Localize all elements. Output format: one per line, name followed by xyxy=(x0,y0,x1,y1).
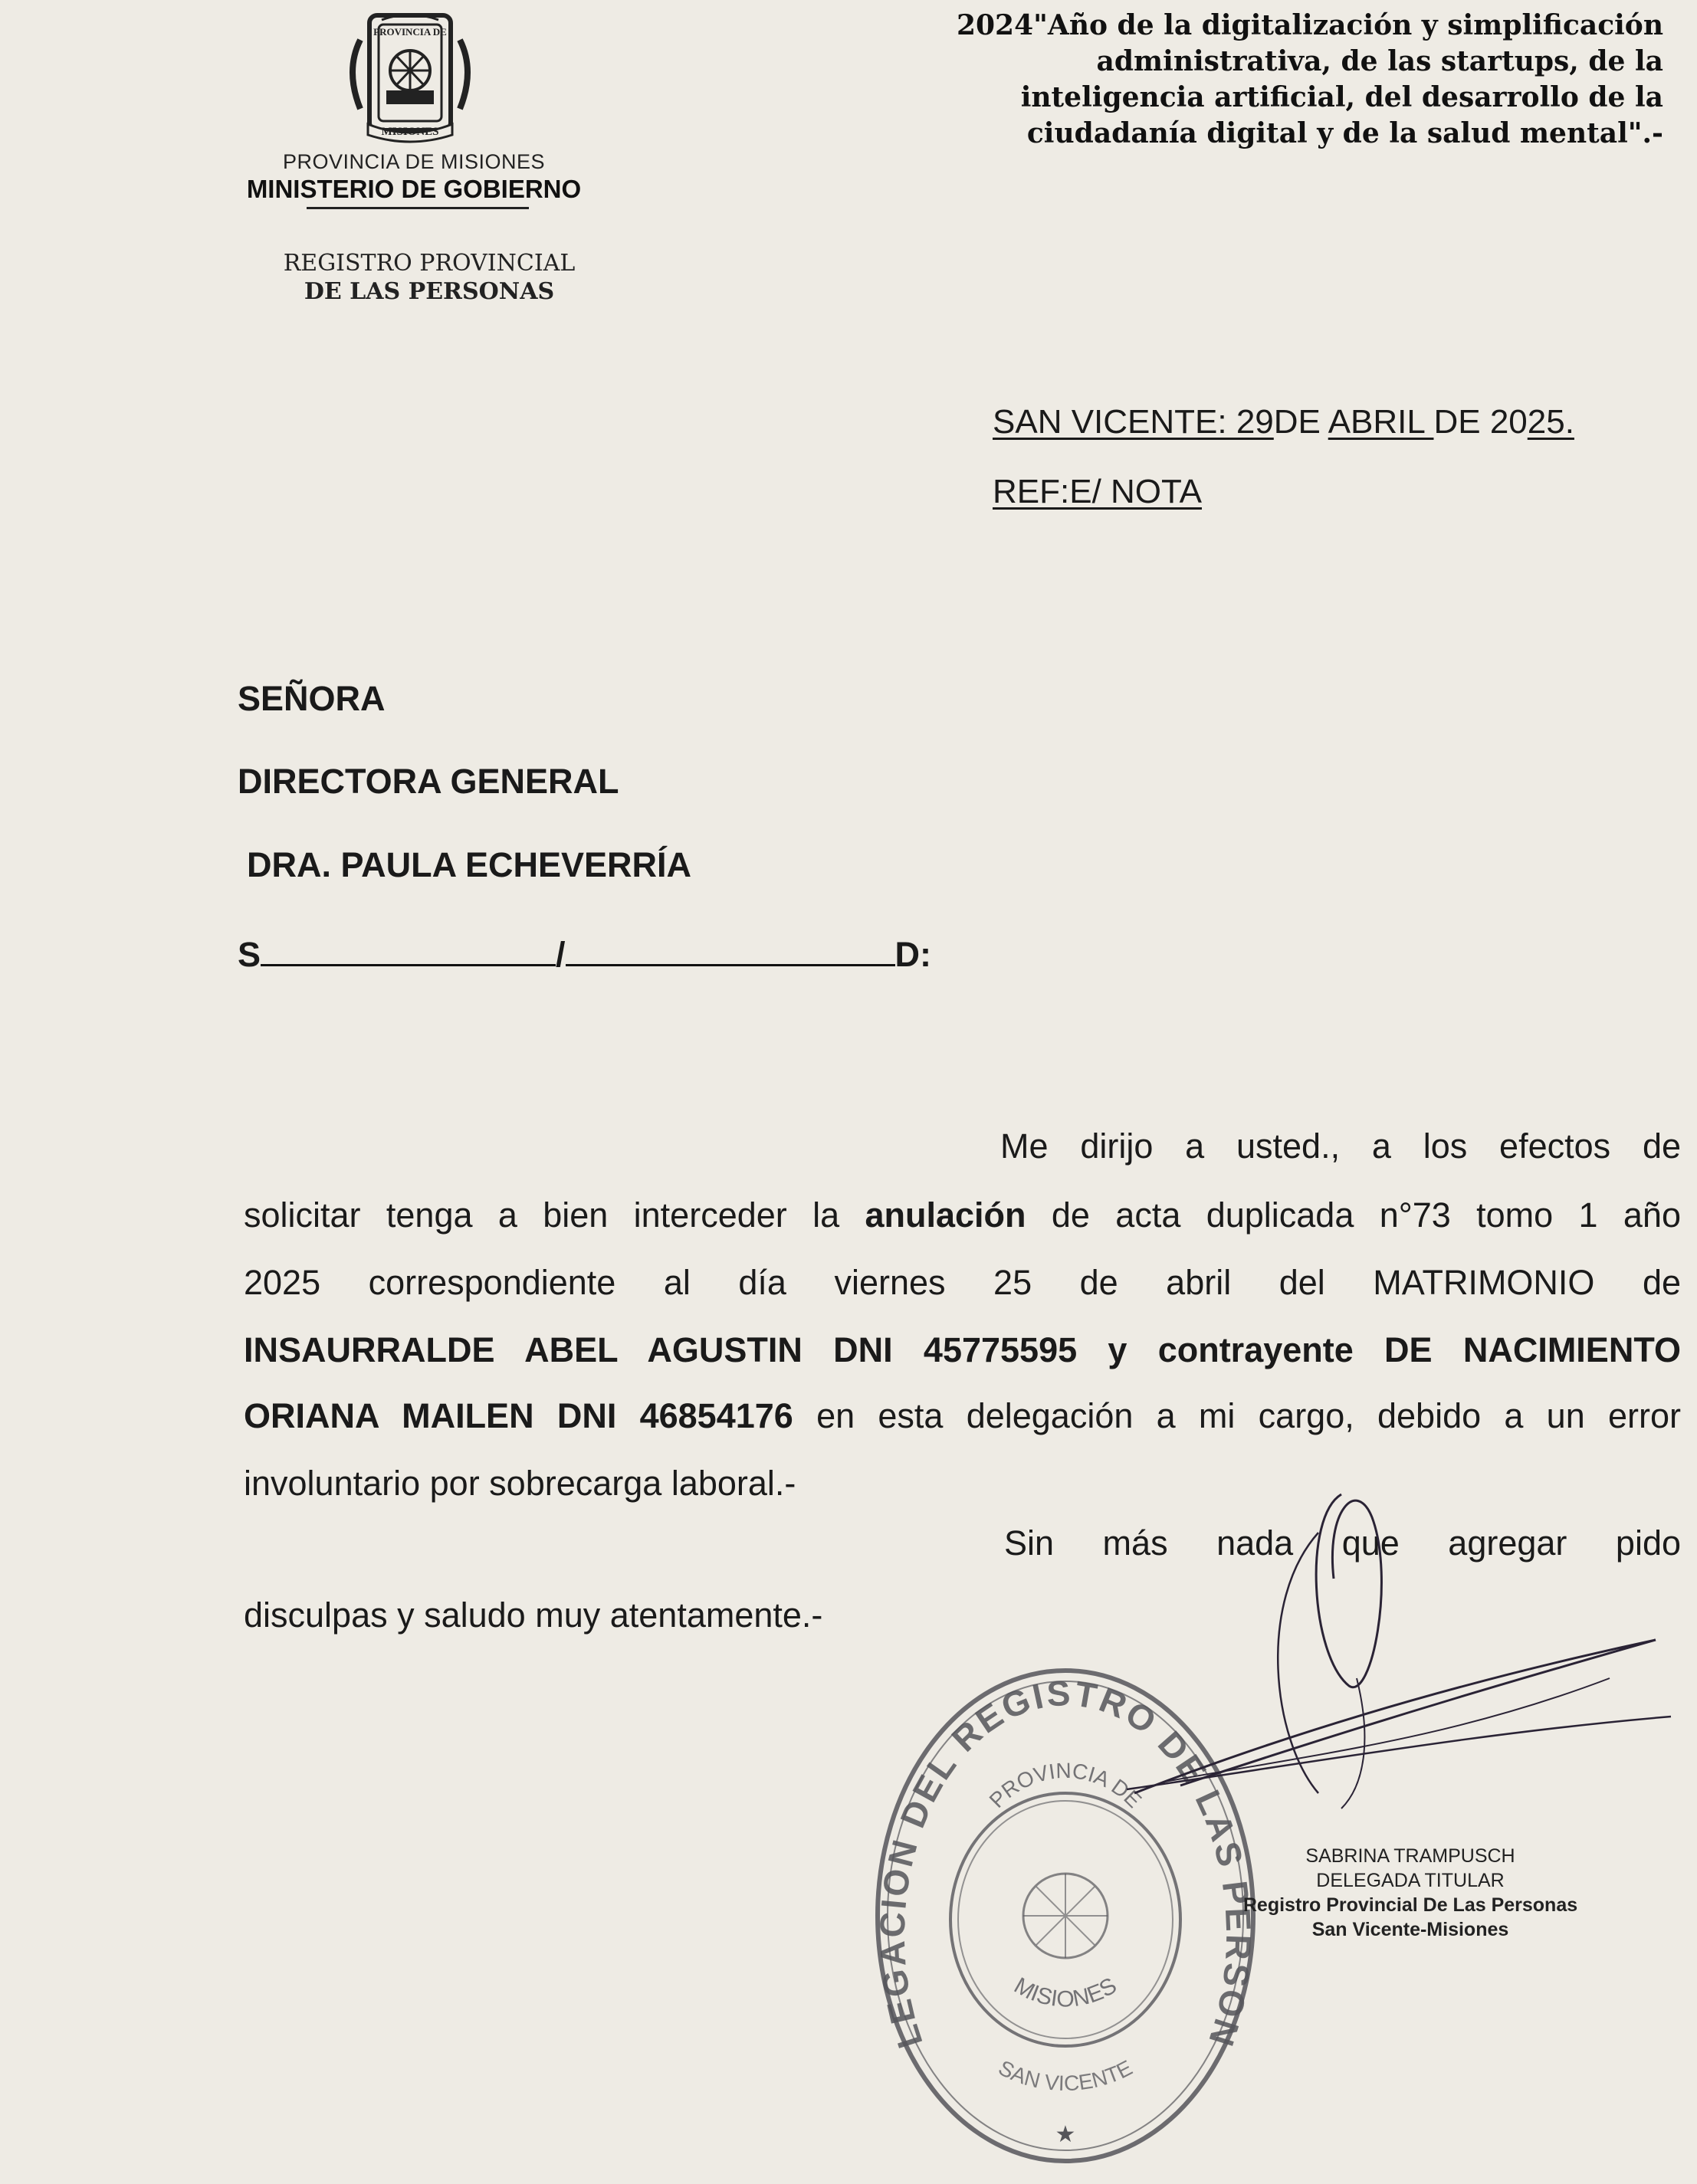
body-text: Sin más nada que agregar pido xyxy=(1004,1523,1681,1563)
motto-line: 2024"Año de la digitalización y simplificación xyxy=(956,9,1663,41)
body-line-3 xyxy=(244,1263,1681,1303)
crest-text-bottom: MISIONES xyxy=(381,126,439,138)
body-line-1 xyxy=(1000,1126,1681,1166)
registry-line-2: DE LAS PERSONAS xyxy=(304,278,555,305)
body-text: disculpas y saludo muy atentamente.- xyxy=(244,1595,823,1635)
signatory-role: DELEGADA TITULAR xyxy=(1316,1870,1505,1891)
motto-line: ciudadanía digital y de la salud mental".- xyxy=(1026,117,1663,149)
reference-line: REF:E/ NOTA xyxy=(993,473,1202,510)
body-text: de acta duplicada n°73 tomo 1 año xyxy=(1026,1195,1681,1235)
signatory-office: Registro Provincial De Las Personas xyxy=(1242,1894,1578,1916)
stamp-bottom-text: SAN VICENTE xyxy=(994,2055,1137,2096)
motto-line: inteligencia artificial, del desarrollo de la xyxy=(1020,81,1663,113)
official-motto xyxy=(904,8,1663,152)
salutation-line xyxy=(238,935,931,975)
date-line xyxy=(993,403,1574,441)
body-text-bold: INSAURRALDE ABEL AGUSTIN DNI 45775595 y contrayente DE NACIMIENTO xyxy=(244,1330,1681,1369)
motto-line: administrativa, de las startups, de la xyxy=(1096,45,1663,77)
addressee-title: SEÑORA xyxy=(238,679,386,718)
body-text: Me dirijo a usted., a los efectos de xyxy=(1000,1126,1681,1166)
body-text: involuntario por sobrecarga laboral.- xyxy=(244,1464,796,1503)
body-text-bold: anulación xyxy=(865,1195,1026,1235)
addressee-position: DIRECTORA GENERAL xyxy=(238,762,619,801)
salutation-slash: / xyxy=(556,935,566,974)
stamp-star-icon: ★ xyxy=(1055,2122,1076,2147)
body-text: en esta delegación a mi cargo, debido a un error xyxy=(793,1396,1682,1435)
body-line-5 xyxy=(244,1396,1681,1436)
date-year-suffix: 25. xyxy=(1527,403,1574,441)
handwritten-signature xyxy=(1119,1487,1679,1839)
crest-text-top: PROVINCIA DE xyxy=(373,26,447,38)
date-de-year: DE 20 xyxy=(1433,403,1528,441)
stamp-inner-bottom-text: MISIONES xyxy=(1009,1972,1121,2012)
body-text: 2025 correspondiente al día viernes 25 de abril del MATRIMONIO de xyxy=(244,1263,1681,1302)
stamp-outer-text: LEGACION DEL REGISTRO DE LAS PERSON xyxy=(871,1672,1259,2053)
province-name: PROVINCIA DE MISIONES xyxy=(282,150,546,173)
signatory-place: San Vicente-Misiones xyxy=(1311,1919,1509,1940)
provincial-crest-logo xyxy=(337,9,483,143)
date-place: SAN VICENTE: 29 xyxy=(993,403,1274,441)
registry-line-1: REGISTRO PROVINCIAL xyxy=(283,250,576,277)
body-line-2 xyxy=(244,1195,1681,1235)
salutation-blank xyxy=(566,936,895,966)
addressee-name: DRA. PAULA ECHEVERRÍA xyxy=(247,845,692,884)
body-line-4 xyxy=(244,1330,1681,1370)
salutation-d: D: xyxy=(894,935,932,974)
ministry-underline xyxy=(307,207,529,209)
salutation-blank xyxy=(261,936,556,966)
body-text-bold: ORIANA MAILEN DNI 46854176 xyxy=(244,1396,793,1435)
salutation-s: S xyxy=(238,935,261,974)
stamp-inner-top-text: PROVINCIA DE xyxy=(984,1758,1147,1813)
signatory-name: SABRINA TRAMPUSCH xyxy=(1305,1845,1515,1867)
date-de: DE xyxy=(1273,403,1328,441)
date-month: ABRIL xyxy=(1328,403,1434,441)
ministry-name: MINISTERIO DE GOBIERNO xyxy=(246,175,582,203)
body-text: solicitar tenga a bien interceder la xyxy=(244,1195,865,1235)
